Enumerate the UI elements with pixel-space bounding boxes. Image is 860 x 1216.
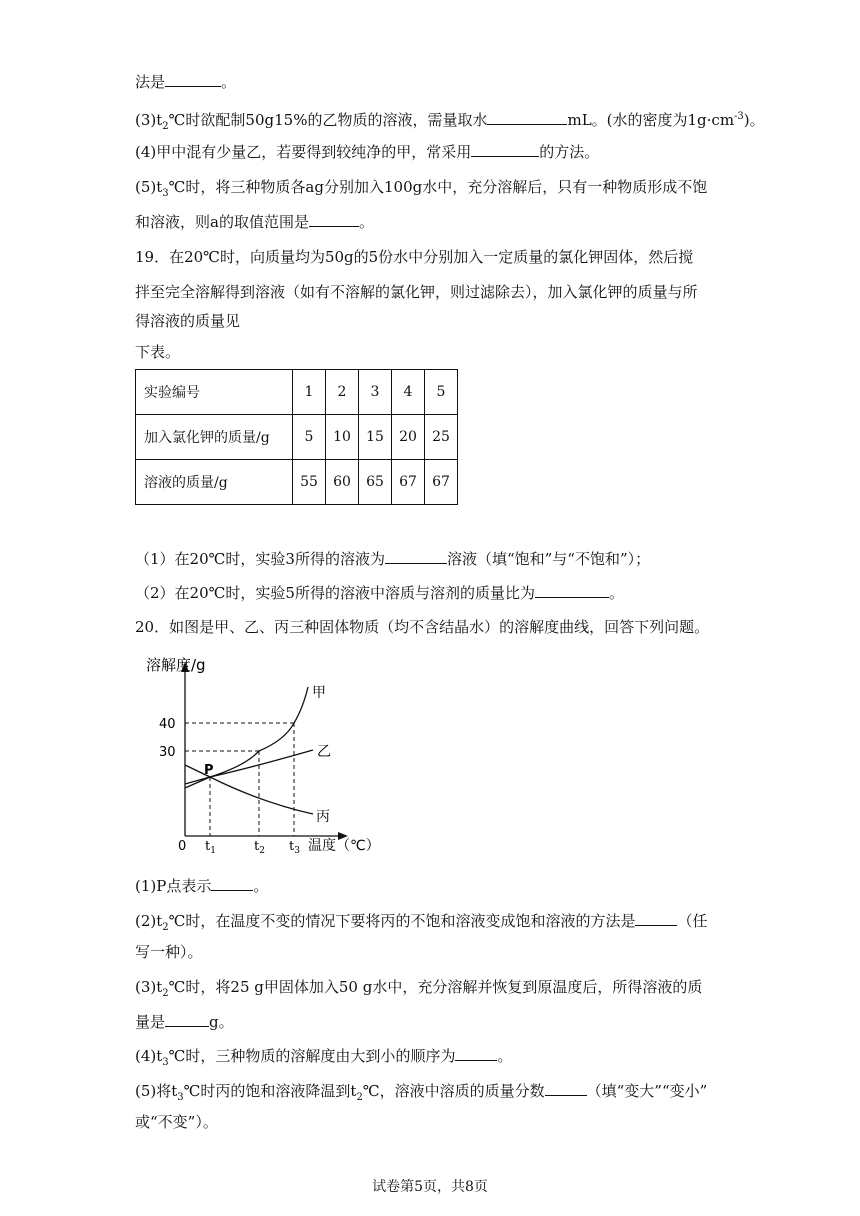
row-label: 溶液的质量/g [136, 460, 293, 505]
y-tick-30: 30 [159, 745, 176, 760]
row-label: 实验编号 [136, 370, 293, 415]
q18-part3: $(3)t_2℃$时欲配制50g15%的乙物质的溶液，需量取水 mL。(水的密度为$1g\cdot cm^{-3}$)。 [135, 111, 765, 132]
q20-part1: (1)P点表示 。 [135, 877, 269, 895]
x-tick-t2: $t_2$ [254, 839, 265, 856]
answer-blank[interactable] [165, 72, 221, 87]
table-cell: 60 [326, 460, 359, 505]
table-cell: 67 [392, 460, 425, 505]
answer-blank[interactable] [455, 1046, 497, 1061]
table-cell: 5 [293, 415, 326, 460]
q19-sub1: （1）在20℃时，实验3所得的溶液为 溶液（填“饱和”与“不饱和”）； [135, 550, 651, 568]
table-cell: 65 [359, 460, 392, 505]
q19-line1: 19．在20℃时，向质量均为50g的5份水中分别加入一定质量的氯化钾固体，然后搅 [135, 248, 694, 266]
table-row [136, 370, 458, 415]
q18-part4: (4)甲中混有少量乙，若要得到较纯净的甲，常采用 的方法。 [135, 143, 600, 161]
x-tick-t3: $t_3$ [289, 839, 300, 856]
answer-blank[interactable] [535, 583, 609, 598]
table-cell: 3 [359, 370, 392, 415]
x-tick-t1: $t_1$ [205, 839, 216, 856]
table-cell: 67 [425, 460, 458, 505]
experiment-table [135, 369, 458, 505]
page-footer: 试卷第5页，共8页 [372, 1179, 488, 1195]
y-tick-40: 40 [159, 717, 176, 732]
answer-blank[interactable] [211, 876, 253, 891]
q20-part2-cont: 写一种）。 [135, 943, 203, 961]
q20-part5: (5)将$t_3℃$时丙的饱和溶液降温到$t_2℃$，溶液中溶质的质量分数 （填“变大”“变小” [135, 1082, 708, 1103]
answer-blank[interactable] [165, 1012, 209, 1027]
table-cell: 4 [392, 370, 425, 415]
table-cell: 20 [392, 415, 425, 460]
answer-blank[interactable] [635, 911, 677, 926]
origin-label: 0 [178, 839, 187, 854]
q18-part5: $(5)t_3℃$时，将三种物质各ag分别加入100g水中，充分溶解后，只有一种物质形成不饱 [135, 178, 708, 199]
answer-blank[interactable] [471, 142, 539, 157]
table-cell: 15 [359, 415, 392, 460]
q20-part4: $(4)t_3℃$时，三种物质的溶解度由大到小的顺序为 。 [135, 1047, 513, 1068]
table-row [136, 460, 458, 505]
q19-line4: 下表。 [135, 343, 181, 361]
q20-part5-cont: 或“不变”）。 [135, 1113, 218, 1131]
solubility-graph [140, 650, 390, 860]
table-row [136, 415, 458, 460]
table-cell: 5 [425, 370, 458, 415]
point-p-label: P [204, 763, 214, 778]
q20-intro: 20．如图是甲、乙、丙三种固体物质（均不含结晶水）的溶解度曲线，回答下列问题。 [135, 618, 710, 636]
table-cell: 1 [293, 370, 326, 415]
q19-line3: 得溶液的质量见 [135, 312, 241, 330]
table-cell: 25 [425, 415, 458, 460]
q19-sub2: （2）在20℃时，实验5所得的溶液中溶质与溶剂的质量比为 。 [135, 584, 624, 602]
q18-part2-tail: 法是 。 [135, 73, 237, 91]
x-axis-label: 温度（℃） [308, 838, 380, 854]
curve-label-jia: 甲 [312, 685, 326, 701]
answer-blank[interactable] [309, 212, 359, 227]
curve-label-yi: 乙 [317, 744, 331, 760]
q20-part3-cont: 量是 g。 [135, 1013, 234, 1031]
answer-blank[interactable] [545, 1081, 587, 1096]
y-axis-label: 溶解度/g [146, 656, 206, 674]
answer-blank[interactable] [385, 549, 447, 564]
row-label: 加入氯化钾的质量/g [136, 415, 293, 460]
q19-line2: 拌至完全溶解得到溶液（如有不溶解的氯化钾，则过滤除去），加入氯化钾的质量与所 [135, 283, 698, 301]
q18-part5-cont: 和溶液，则a的取值范围是 。 [135, 213, 374, 231]
curve-label-bing: 丙 [316, 809, 330, 825]
q20-part3: $(3)t_2℃$时，将25 g甲固体加入50 g水中，充分溶解并恢复到原温度后，所得溶液的质 [135, 978, 703, 999]
answer-blank[interactable] [487, 110, 567, 125]
q20-part2: $(2)t_2℃$时，在温度不变的情况下要将丙的不饱和溶液变成饱和溶液的方法是 （任 [135, 912, 708, 933]
table-cell: 2 [326, 370, 359, 415]
table-cell: 10 [326, 415, 359, 460]
table-cell: 55 [293, 460, 326, 505]
